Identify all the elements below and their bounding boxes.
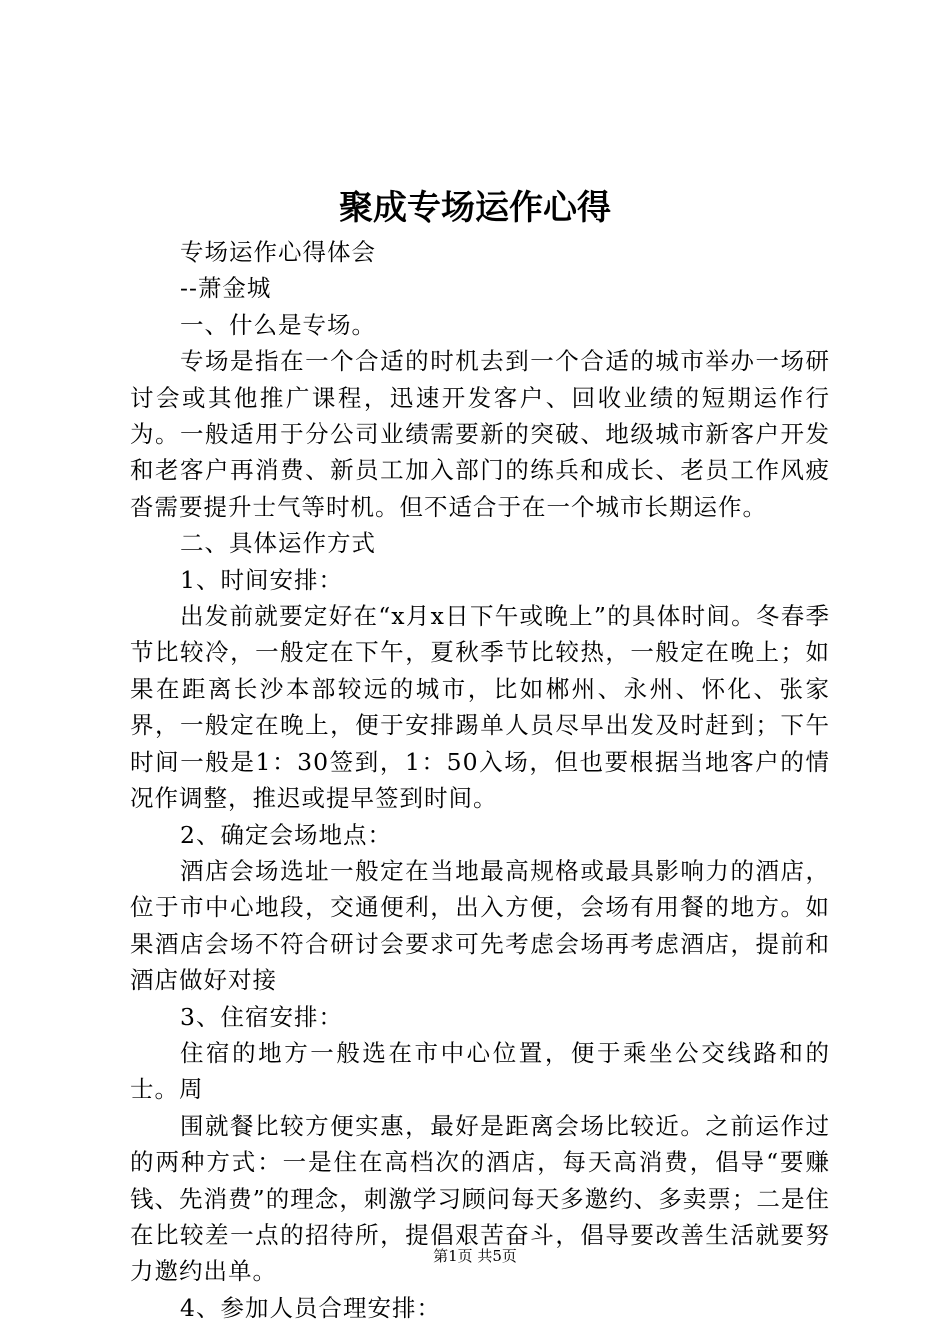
page-number: 第1页 共5页 — [433, 1247, 517, 1265]
paragraph: 出发前就要定好在“x月x日下午或晚上”的具体时间。冬春季节比较冷，一般定在下午，夏秋季节比较热，一般定在晚上；如果在距离长沙本部较远的城市，比如郴州、永州、怀化、张家界，一般定在晚上，便于安排踢单人员尽早出发及时赶到；下午时间一般是1：30签到，1：50入场，但也要根据当地客户的情况作调整，推迟或提早签到时间。 — [130, 602, 830, 813]
paragraph: 围就餐比较方便实惠，最好是距离会场比较近。之前运作过的两种方式：一是住在高档次的酒店，每天高消费，倡导“要赚钱、先消费”的理念，刺激学习顾问每天多邀约、多卖票；二是住在比较差一点的招待所，提倡艰苦奋斗，倡导要改善生活就要努力邀约出单。 — [130, 1111, 830, 1286]
section-heading-2: 二、具体运作方式 — [180, 529, 376, 558]
subheading-venue: 2、确定会场地点： — [180, 820, 392, 849]
subheading-lodging: 3、住宿安排： — [180, 1002, 343, 1031]
subheading-staff: 4、参加人员合理安排： — [180, 1293, 441, 1322]
section-heading-1: 一、什么是专场。 — [180, 310, 376, 339]
subheading-time: 1、时间安排： — [180, 565, 343, 594]
document-body — [130, 234, 830, 1326]
paragraph-subtitle: 专场运作心得体会 — [180, 238, 376, 266]
paragraph: 专场是指在一个合适的时机去到一个合适的城市举办一场研讨会或其他推广课程，迅速开发客户、回收业绩的短期运作行为。一般适用于分公司业绩需要新的突破、地级城市新客户开发和老客户再消费、新员工加入部门的练兵和成长、老员工作风疲沓需要提升士气等时机。但不适合于在一个城市长期运作。 — [130, 347, 830, 521]
document-title: 聚成专场运作心得 — [339, 188, 611, 228]
paragraph: 酒店会场选址一般定在当地最高规格或最具影响力的酒店，位于市中心地段，交通便利，出入方便，会场有用餐的地方。如果酒店会场不符合研讨会要求可先考虑会场再考虑酒店，提前和酒店做好对接 — [130, 856, 830, 995]
paragraph: 住宿的地方一般选在市中心位置，便于乘坐公交线路和的士。周 — [130, 1038, 830, 1104]
paragraph-author: --萧金城 — [180, 274, 272, 303]
